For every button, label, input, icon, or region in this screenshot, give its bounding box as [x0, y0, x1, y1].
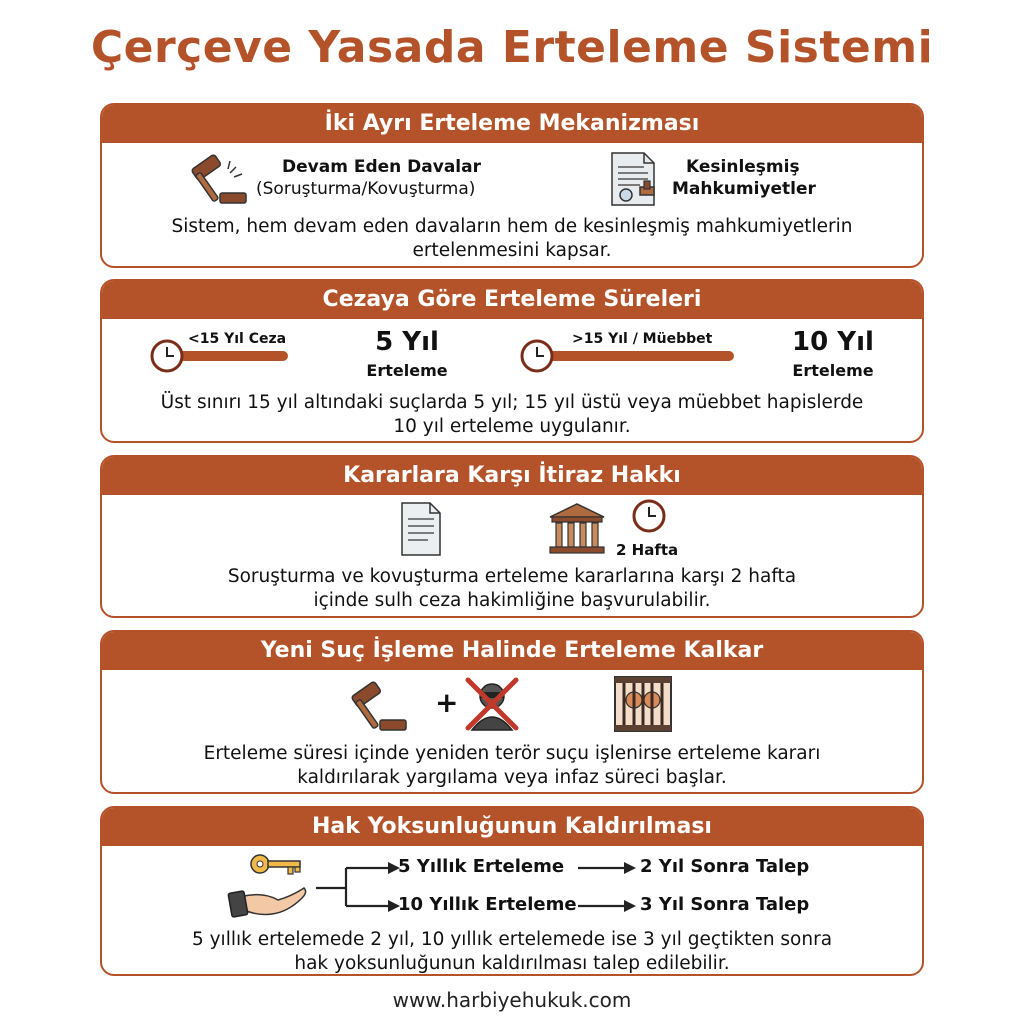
short-duration-value: 5 Yıl: [375, 327, 439, 357]
document-icon: [398, 499, 444, 559]
section-description: [112, 215, 912, 263]
section-description: [112, 565, 912, 613]
long-duration-unit: Erteleme: [792, 361, 874, 380]
desc-line-1: 5 yıllık ertelemede 2 yıl, 10 yıllık ertelemede ise 3 yıl geçtikten sonra: [191, 929, 833, 950]
desc-line-1: Erteleme süresi içinde yeniden terör suçu işlenirse erteleme kararı: [203, 743, 821, 764]
section-objection-right: [100, 455, 924, 618]
document-stamp-icon: [606, 149, 662, 209]
range-label-long: >15 Yıl / Müebbet: [572, 331, 713, 347]
clock-icon: [150, 339, 184, 373]
footer-url[interactable]: www.harbiyehukuk.com: [392, 988, 632, 1012]
desc-line-2: 10 yıl erteleme uygulanır.: [393, 416, 631, 437]
flow-5yr-deferral: 5 Yıllık Erteleme: [398, 856, 565, 877]
clock-icon: [520, 339, 554, 373]
section-heading: Kararlara Karşı İtiraz Hakkı: [102, 457, 922, 495]
section-new-crime: [100, 630, 924, 794]
section-rights-restoration: [100, 806, 924, 976]
desc-line-1: Sistem, hem devam eden davaların hem de kesinleşmiş mahkumiyetlerin: [171, 216, 853, 237]
objection-period: 2 Hafta: [616, 541, 679, 559]
gavel-icon: [346, 678, 410, 734]
section-deferral-periods: [100, 279, 924, 443]
section-two-mechanisms: [100, 103, 924, 268]
branch-arrows: [312, 858, 402, 918]
page-title: Çerçeve Yasada Erteleme Sistemi: [90, 22, 934, 73]
final-convictions-title-1: Kesinleşmiş: [686, 157, 800, 177]
section-heading: Hak Yoksunluğunun Kaldırılması: [102, 808, 922, 846]
crossed-criminal-icon: [462, 674, 522, 734]
desc-line-1: Soruşturma ve kovuşturma erteleme kararlarına karşı 2 hafta: [227, 566, 797, 587]
range-label-short: <15 Yıl Ceza: [188, 331, 287, 347]
plus-sign: +: [435, 686, 459, 719]
section-heading: Cezaya Göre Erteleme Süreleri: [102, 281, 922, 319]
clock-icon: [632, 499, 666, 533]
ongoing-cases-sub: (Soruşturma/Kovuşturma): [256, 179, 476, 199]
desc-line-2: kaldırılarak yargılama veya infaz süreci başlar.: [297, 767, 727, 788]
desc-line-1: Üst sınırı 15 yıl altındaki suçlarda 5 yıl; 15 yıl üstü veya müebbet hapislerde: [160, 392, 864, 413]
long-duration-value: 10 Yıl: [792, 327, 874, 357]
gavel-icon: [186, 151, 250, 207]
arrow-right-icon: [576, 860, 638, 876]
ongoing-cases-title: Devam Eden Davalar: [282, 157, 481, 177]
key-icon: [248, 850, 304, 880]
flow-2yr-request: 2 Yıl Sonra Talep: [640, 856, 810, 877]
courthouse-icon: [546, 501, 608, 557]
section-description: [112, 928, 912, 976]
desc-line-2: ertelenmesini kapsar.: [412, 240, 612, 261]
final-convictions-title-2: Mahkumiyetler: [672, 179, 816, 199]
section-description: [112, 742, 912, 790]
prison-bars-icon: [612, 674, 674, 734]
arrow-right-icon: [576, 898, 638, 914]
hand-icon: [226, 878, 310, 920]
section-heading: İki Ayrı Erteleme Mekanizması: [102, 105, 922, 143]
desc-line-2: içinde sulh ceza hakimliğine başvurulabilir.: [313, 590, 711, 611]
desc-line-2: hak yoksunluğunun kaldırılması talep edilebilir.: [294, 953, 730, 974]
flow-3yr-request: 3 Yıl Sonra Talep: [640, 894, 810, 915]
section-description: [112, 391, 912, 439]
short-duration-unit: Erteleme: [366, 361, 448, 380]
duration-bar-long: [530, 351, 734, 361]
section-heading: Yeni Suç İşleme Halinde Erteleme Kalkar: [102, 632, 922, 670]
flow-10yr-deferral: 10 Yıllık Erteleme: [398, 894, 577, 915]
